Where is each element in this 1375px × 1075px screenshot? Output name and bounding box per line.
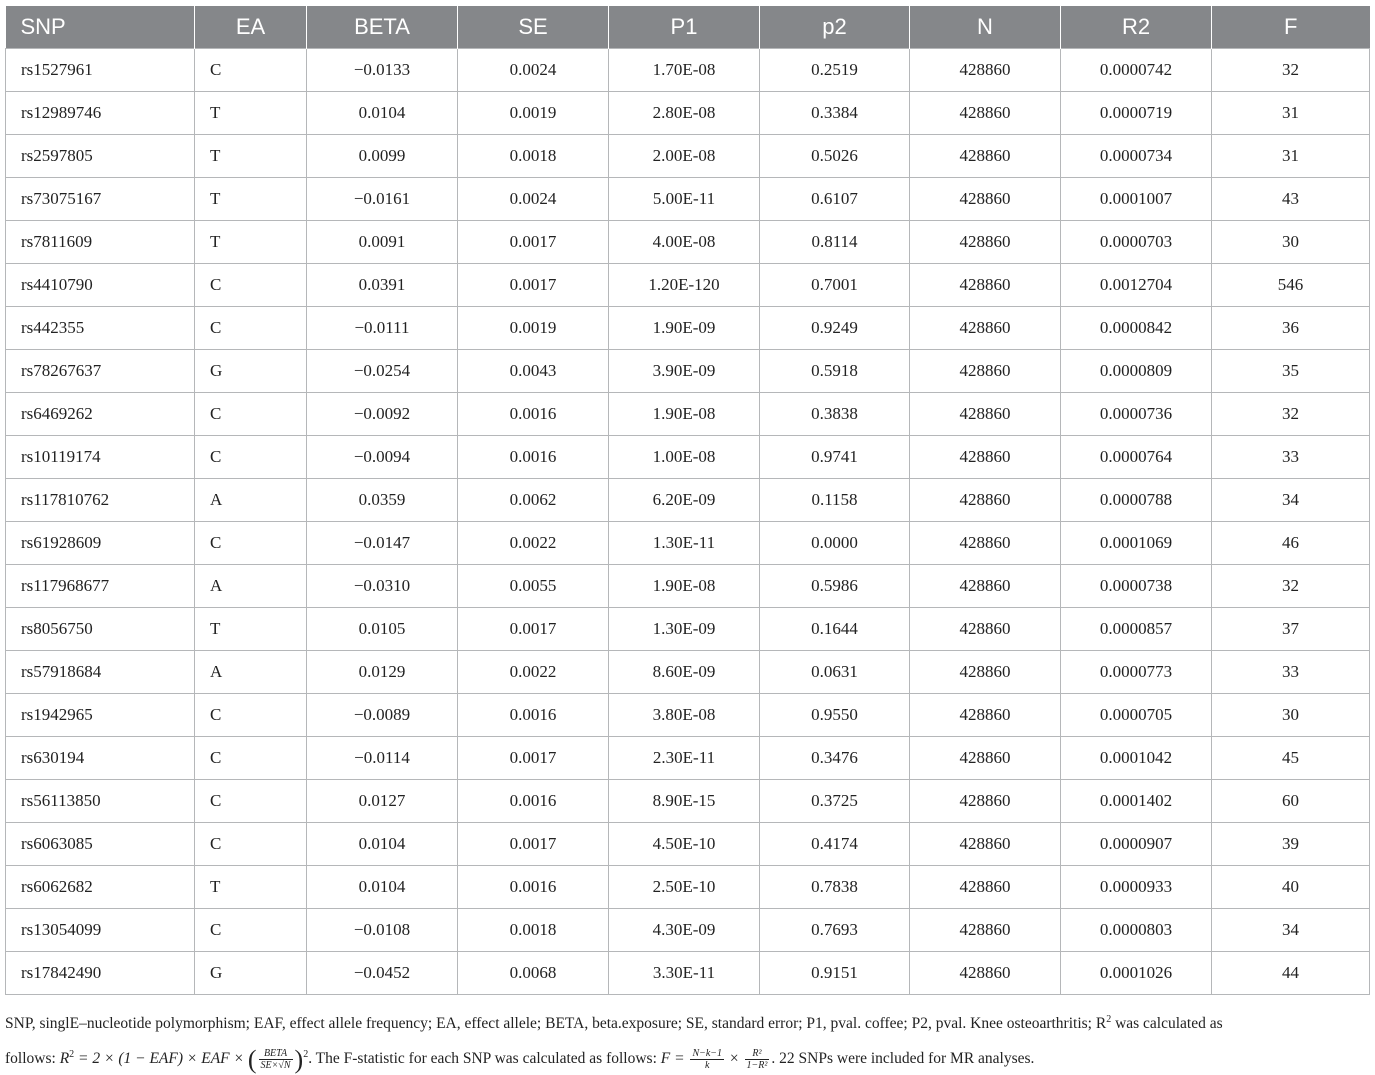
table-cell: −0.0452 <box>307 952 458 995</box>
table-cell: 0.0000705 <box>1061 694 1212 737</box>
table-row <box>6 393 1370 436</box>
table-cell: 0.0000933 <box>1061 866 1212 909</box>
table-cell: 1.30E-11 <box>609 522 760 565</box>
table-row <box>6 823 1370 866</box>
table-cell: C <box>195 522 307 565</box>
table-cell: 0.5918 <box>760 350 910 393</box>
table-cell: 428860 <box>910 436 1061 479</box>
table-cell: rs4410790 <box>6 264 195 307</box>
table-cell: 0.0001042 <box>1061 737 1212 780</box>
f-frac1-num: N−k−1 <box>692 1048 723 1060</box>
table-cell: T <box>195 92 307 135</box>
table-cell: rs630194 <box>6 737 195 780</box>
r2-frac-den: SE×√N <box>260 1060 291 1072</box>
table-cell: 0.0022 <box>458 522 609 565</box>
table-cell: A <box>195 651 307 694</box>
table-cell: 45 <box>1212 737 1370 780</box>
table-cell: 4.00E-08 <box>609 221 760 264</box>
table-cell: 0.0105 <box>307 608 458 651</box>
table-cell: 0.0017 <box>458 737 609 780</box>
table-cell: 0.0104 <box>307 92 458 135</box>
table-cell: 1.30E-09 <box>609 608 760 651</box>
table-cell: 0.0104 <box>307 823 458 866</box>
table-cell: 0.0019 <box>458 92 609 135</box>
table-cell: 34 <box>1212 909 1370 952</box>
r2-open-paren: ( <box>247 1045 257 1075</box>
f-times: × <box>726 1050 743 1068</box>
table-cell: 0.0016 <box>458 393 609 436</box>
table-cell: 2.30E-11 <box>609 737 760 780</box>
table-cell: G <box>195 952 307 995</box>
table-row <box>6 651 1370 694</box>
table-row <box>6 307 1370 350</box>
table-cell: 0.0018 <box>458 135 609 178</box>
table-cell: 0.0000842 <box>1061 307 1212 350</box>
table-cell: 8.90E-15 <box>609 780 760 823</box>
table-cell: rs7811609 <box>6 221 195 264</box>
table-cell: C <box>195 436 307 479</box>
table-cell: 3.30E-11 <box>609 952 760 995</box>
table-cell: 0.0391 <box>307 264 458 307</box>
table-cell: rs57918684 <box>6 651 195 694</box>
table-cell: 0.0127 <box>307 780 458 823</box>
table-cell: 0.0001402 <box>1061 780 1212 823</box>
table-cell: 0.0017 <box>458 221 609 264</box>
table-cell: 428860 <box>910 221 1061 264</box>
table-cell: 0.0000 <box>760 522 910 565</box>
f-fraction-1 <box>690 1048 724 1071</box>
table-cell: 428860 <box>910 651 1061 694</box>
f-formula-left: F = <box>660 1050 689 1068</box>
table-cell: 428860 <box>910 350 1061 393</box>
table-cell: 0.1644 <box>760 608 910 651</box>
table-cell: 1.20E-120 <box>609 264 760 307</box>
table-cell: 428860 <box>910 307 1061 350</box>
table-cell: 4.50E-10 <box>609 823 760 866</box>
table-cell: rs1527961 <box>6 49 195 92</box>
table-cell: 0.0019 <box>458 307 609 350</box>
table-cell: 0.0022 <box>458 651 609 694</box>
table-row <box>6 178 1370 221</box>
column-header: EA <box>195 6 307 49</box>
table-cell: −0.0108 <box>307 909 458 952</box>
table-cell: 32 <box>1212 393 1370 436</box>
table-row <box>6 780 1370 823</box>
table-cell: 33 <box>1212 651 1370 694</box>
table-cell: 428860 <box>910 909 1061 952</box>
table-cell: C <box>195 737 307 780</box>
table-row <box>6 479 1370 522</box>
r2-formula-left: R <box>59 1050 70 1068</box>
table-row <box>6 565 1370 608</box>
table-row <box>6 608 1370 651</box>
table-cell: 0.0043 <box>458 350 609 393</box>
table-cell: 0.0024 <box>458 49 609 92</box>
table-cell: −0.0310 <box>307 565 458 608</box>
table-row <box>6 350 1370 393</box>
table-cell: rs10119174 <box>6 436 195 479</box>
footnote-sup: 2 <box>1106 1014 1112 1025</box>
table-cell: rs2597805 <box>6 135 195 178</box>
table-cell: 428860 <box>910 135 1061 178</box>
table-cell: 5.00E-11 <box>609 178 760 221</box>
r2-close-paren: ) <box>294 1045 304 1075</box>
column-header: N <box>910 6 1061 49</box>
column-header: R2 <box>1061 6 1212 49</box>
snp-table <box>5 6 1370 995</box>
table-cell: −0.0094 <box>307 436 458 479</box>
table-cell: 0.0001069 <box>1061 522 1212 565</box>
table-cell: 0.3838 <box>760 393 910 436</box>
table-cell: 0.0055 <box>458 565 609 608</box>
table-container <box>5 6 1369 995</box>
table-cell: 0.0012704 <box>1061 264 1212 307</box>
table-cell: 2.50E-10 <box>609 866 760 909</box>
table-cell: 46 <box>1212 522 1370 565</box>
table-cell: 0.9550 <box>760 694 910 737</box>
table-cell: 31 <box>1212 135 1370 178</box>
r2-frac-num: BETA <box>259 1048 293 1060</box>
table-cell: 0.9151 <box>760 952 910 995</box>
table-cell: rs78267637 <box>6 350 195 393</box>
table-cell: 428860 <box>910 737 1061 780</box>
table-cell: 428860 <box>910 92 1061 135</box>
table-cell: 0.0016 <box>458 694 609 737</box>
table-cell: 0.0000803 <box>1061 909 1212 952</box>
table-cell: 428860 <box>910 694 1061 737</box>
table-cell: 0.2519 <box>760 49 910 92</box>
table-cell: −0.0114 <box>307 737 458 780</box>
table-cell: 0.4174 <box>760 823 910 866</box>
table-cell: rs17842490 <box>6 952 195 995</box>
table-cell: rs8056750 <box>6 608 195 651</box>
table-cell: 3.90E-09 <box>609 350 760 393</box>
table-cell: 0.1158 <box>760 479 910 522</box>
table-cell: 0.5986 <box>760 565 910 608</box>
table-header <box>6 6 1370 49</box>
table-cell: 428860 <box>910 608 1061 651</box>
table-cell: 8.60E-09 <box>609 651 760 694</box>
table-cell: rs6469262 <box>6 393 195 436</box>
table-cell: 32 <box>1212 565 1370 608</box>
table-cell: 0.0000703 <box>1061 221 1212 264</box>
f-frac2-den: 1−R² <box>746 1060 768 1072</box>
column-header: F <box>1212 6 1370 49</box>
table-cell: 0.0024 <box>458 178 609 221</box>
table-cell: 33 <box>1212 436 1370 479</box>
table-cell: T <box>195 135 307 178</box>
table-cell: 0.0000738 <box>1061 565 1212 608</box>
footnote-line1: SNP, singlE–nucleotide polymorphism; EAF, effect allele frequency; EA, effect allele; BETA, beta.exposure; SE, standard error; P1, pval. coffee; P2, pval. Knee osteoarthritis; R <box>5 1015 1107 1033</box>
table-cell: 428860 <box>910 522 1061 565</box>
table-cell: C <box>195 264 307 307</box>
table-cell: 0.0000809 <box>1061 350 1212 393</box>
table-cell: 35 <box>1212 350 1370 393</box>
column-header: SNP <box>6 6 195 49</box>
table-cell: 0.0359 <box>307 479 458 522</box>
table-cell: C <box>195 909 307 952</box>
table-cell: rs73075167 <box>6 178 195 221</box>
table-cell: 0.0062 <box>458 479 609 522</box>
f-fraction-2 <box>745 1048 770 1071</box>
table-cell: 428860 <box>910 178 1061 221</box>
table-cell: 428860 <box>910 780 1061 823</box>
table-row <box>6 952 1370 995</box>
footnote-line2-start: follows: <box>5 1050 60 1068</box>
table-cell: 428860 <box>910 264 1061 307</box>
table-row <box>6 909 1370 952</box>
table-cell: 0.0000719 <box>1061 92 1212 135</box>
table-cell: 0.3476 <box>760 737 910 780</box>
r2-formula-mid: = 2 × (1 − EAF) × EAF × <box>74 1050 248 1068</box>
table-row <box>6 436 1370 479</box>
table-cell: 30 <box>1212 221 1370 264</box>
table-cell: 0.0091 <box>307 221 458 264</box>
footnote-line2-mid: . The F-statistic for each SNP was calculated as follows: <box>308 1050 661 1068</box>
table-cell: 40 <box>1212 866 1370 909</box>
table-cell: 2.80E-08 <box>609 92 760 135</box>
table-cell: 0.3725 <box>760 780 910 823</box>
table-cell: 0.0000734 <box>1061 135 1212 178</box>
table-cell: 0.0017 <box>458 264 609 307</box>
table-cell: 1.00E-08 <box>609 436 760 479</box>
table-cell: rs117810762 <box>6 479 195 522</box>
table-row <box>6 264 1370 307</box>
table-cell: −0.0111 <box>307 307 458 350</box>
f-frac1-den: k <box>705 1060 710 1072</box>
table-cell: 0.0018 <box>458 909 609 952</box>
table-cell: 1.90E-08 <box>609 565 760 608</box>
table-footnote <box>5 1004 1369 1075</box>
table-cell: 32 <box>1212 49 1370 92</box>
table-cell: 428860 <box>910 49 1061 92</box>
table-cell: −0.0133 <box>307 49 458 92</box>
footnote-line1-end: was calculated as <box>1111 1015 1223 1033</box>
table-cell: 428860 <box>910 479 1061 522</box>
table-cell: 0.3384 <box>760 92 910 135</box>
table-cell: C <box>195 393 307 436</box>
table-cell: 0.7001 <box>760 264 910 307</box>
table-cell: T <box>195 221 307 264</box>
table-row <box>6 49 1370 92</box>
r2-fraction <box>259 1048 293 1071</box>
table-cell: A <box>195 479 307 522</box>
table-cell: C <box>195 307 307 350</box>
table-cell: 0.0000764 <box>1061 436 1212 479</box>
table-cell: C <box>195 823 307 866</box>
table-cell: 0.0068 <box>458 952 609 995</box>
table-cell: 546 <box>1212 264 1370 307</box>
column-header: SE <box>458 6 609 49</box>
table-cell: rs1942965 <box>6 694 195 737</box>
table-cell: −0.0092 <box>307 393 458 436</box>
table-cell: rs117968677 <box>6 565 195 608</box>
table-cell: rs56113850 <box>6 780 195 823</box>
table-cell: 0.0001007 <box>1061 178 1212 221</box>
table-cell: 0.7838 <box>760 866 910 909</box>
table-cell: rs13054099 <box>6 909 195 952</box>
table-cell: 0.0000736 <box>1061 393 1212 436</box>
table-cell: 36 <box>1212 307 1370 350</box>
table-cell: 0.9249 <box>760 307 910 350</box>
table-cell: C <box>195 694 307 737</box>
table-cell: 2.00E-08 <box>609 135 760 178</box>
table-row <box>6 866 1370 909</box>
table-cell: 0.0016 <box>458 866 609 909</box>
table-cell: 0.0016 <box>458 780 609 823</box>
table-cell: 3.80E-08 <box>609 694 760 737</box>
table-cell: 4.30E-09 <box>609 909 760 952</box>
table-cell: −0.0089 <box>307 694 458 737</box>
table-cell: 39 <box>1212 823 1370 866</box>
table-cell: 428860 <box>910 823 1061 866</box>
table-cell: 0.8114 <box>760 221 910 264</box>
table-cell: 1.90E-08 <box>609 393 760 436</box>
table-cell: 0.0000742 <box>1061 49 1212 92</box>
table-cell: 428860 <box>910 866 1061 909</box>
table-cell: 1.90E-09 <box>609 307 760 350</box>
table-cell: 6.20E-09 <box>609 479 760 522</box>
table-cell: 0.0000907 <box>1061 823 1212 866</box>
table-cell: 0.0000788 <box>1061 479 1212 522</box>
header-row <box>6 6 1370 49</box>
table-cell: 37 <box>1212 608 1370 651</box>
table-cell: 30 <box>1212 694 1370 737</box>
table-cell: A <box>195 565 307 608</box>
column-header: p2 <box>760 6 910 49</box>
table-row <box>6 221 1370 264</box>
table-cell: 428860 <box>910 565 1061 608</box>
table-cell: 0.0099 <box>307 135 458 178</box>
table-cell: 43 <box>1212 178 1370 221</box>
r2-formula-sup: 2 <box>69 1049 75 1061</box>
table-cell: 0.0000857 <box>1061 608 1212 651</box>
table-cell: 1.70E-08 <box>609 49 760 92</box>
table-cell: 0.7693 <box>760 909 910 952</box>
table-cell: 428860 <box>910 952 1061 995</box>
table-cell: rs61928609 <box>6 522 195 565</box>
table-cell: 44 <box>1212 952 1370 995</box>
table-cell: −0.0161 <box>307 178 458 221</box>
table-cell: −0.0254 <box>307 350 458 393</box>
table-cell: rs12989746 <box>6 92 195 135</box>
footnote-line2-end: . 22 SNPs were included for MR analyses. <box>771 1050 1035 1068</box>
table-cell: 31 <box>1212 92 1370 135</box>
table-cell: rs442355 <box>6 307 195 350</box>
table-cell: −0.0147 <box>307 522 458 565</box>
table-body <box>6 49 1370 995</box>
table-row <box>6 737 1370 780</box>
table-cell: T <box>195 608 307 651</box>
table-cell: 0.0001026 <box>1061 952 1212 995</box>
table-cell: C <box>195 780 307 823</box>
table-cell: G <box>195 350 307 393</box>
table-cell: rs6063085 <box>6 823 195 866</box>
column-header: P1 <box>609 6 760 49</box>
table-cell: T <box>195 866 307 909</box>
table-row <box>6 694 1370 737</box>
table-cell: 0.0631 <box>760 651 910 694</box>
table-cell: 0.0017 <box>458 608 609 651</box>
table-row <box>6 522 1370 565</box>
table-cell: 0.0129 <box>307 651 458 694</box>
table-cell: T <box>195 178 307 221</box>
table-cell: 0.9741 <box>760 436 910 479</box>
table-cell: 0.0016 <box>458 436 609 479</box>
table-cell: rs6062682 <box>6 866 195 909</box>
table-cell: 0.0104 <box>307 866 458 909</box>
table-cell: 0.6107 <box>760 178 910 221</box>
table-row <box>6 92 1370 135</box>
r2-square-sup: 2 <box>303 1049 309 1061</box>
table-cell: 60 <box>1212 780 1370 823</box>
table-row <box>6 135 1370 178</box>
table-cell: 34 <box>1212 479 1370 522</box>
table-cell: 0.0017 <box>458 823 609 866</box>
column-header: BETA <box>307 6 458 49</box>
table-cell: 428860 <box>910 393 1061 436</box>
f-frac2-num: R² <box>745 1048 770 1060</box>
table-cell: 0.0000773 <box>1061 651 1212 694</box>
table-cell: C <box>195 49 307 92</box>
table-cell: 0.5026 <box>760 135 910 178</box>
